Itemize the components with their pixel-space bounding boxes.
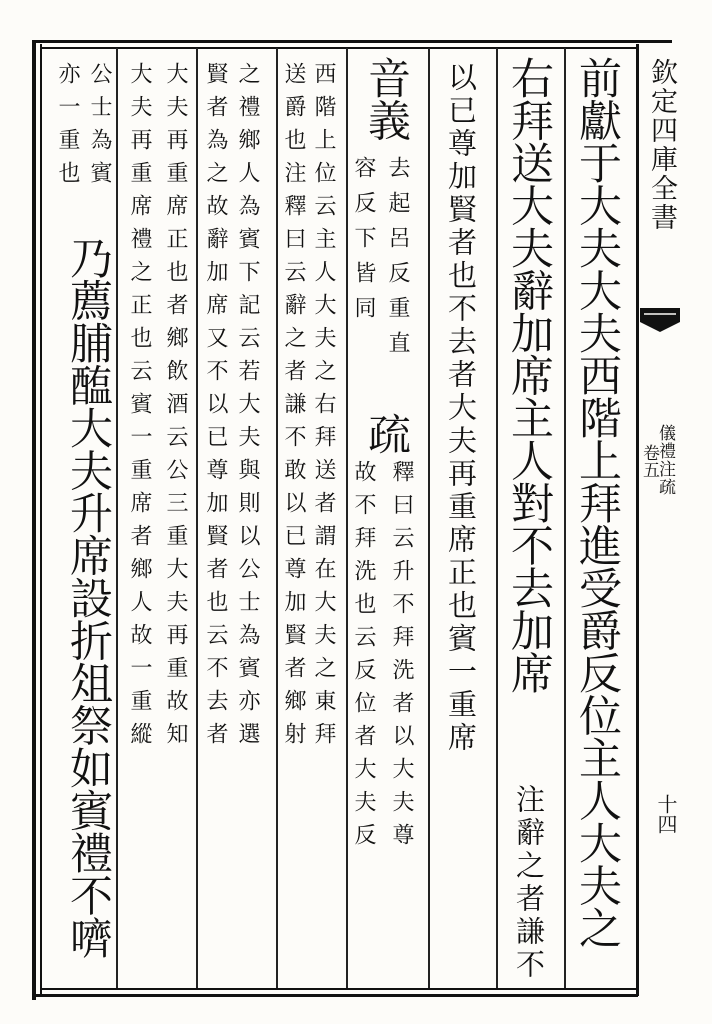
column-divider <box>116 48 118 988</box>
text-column-8-main <box>63 236 113 959</box>
yinyi-heading <box>361 56 411 141</box>
margin-title: 欽定四庫全書 <box>646 58 677 232</box>
column-divider <box>276 48 278 988</box>
border-right <box>636 44 639 996</box>
margin-volume: 卷五 <box>639 444 659 478</box>
column-6-left-text: 賢者為之故辭加席又不以已尊加賢者也云不去者 <box>203 62 228 755</box>
text-column-5-right <box>312 62 334 755</box>
text-column-6-left <box>204 62 226 755</box>
column-divider <box>428 48 430 988</box>
border-top-inner <box>40 47 638 49</box>
border-bottom-inner <box>40 988 638 990</box>
shu-text-right <box>390 460 412 856</box>
yinyi-heading-text: 音義 <box>361 56 411 141</box>
yinyi-gloss-right <box>386 156 408 366</box>
border-top <box>32 40 672 43</box>
text-column-8-left <box>56 62 78 194</box>
margin-book-title: 儀禮注疏 <box>655 424 675 496</box>
column-2-text: 右拜送大夫辭加席主人對不去加席 <box>504 56 554 694</box>
column-5-left-text: 送爵也注釋曰云辭之者謙不敢以已尊加賢者鄉射 <box>281 62 306 755</box>
text-column-2-note <box>512 784 546 982</box>
column-divider <box>346 48 348 988</box>
column-8-right-text: 公士為賓 <box>87 62 112 194</box>
margin-page-number: 十四 <box>654 794 678 834</box>
column-1-text: 前獻于大夫大夫西階上拜進受爵反位主人大夫之 <box>572 56 622 949</box>
shu-text-left-text: 故不拜洗也云反位者大夫反 <box>351 460 376 856</box>
text-column-3 <box>444 62 478 755</box>
border-bottom <box>32 994 638 997</box>
column-3-text: 以已尊加賢者也不去者大夫再重席正也賓一重席 <box>444 62 478 755</box>
yinyi-gloss-left <box>352 156 374 331</box>
shu-text-left <box>352 460 374 856</box>
column-5-right-text: 西階上位云主人大夫之右拜送者謂在大夫之東拜 <box>311 62 336 755</box>
column-divider <box>496 48 498 988</box>
shu-text-right-text: 釋曰云升不拜洗者以大夫尊 <box>389 460 414 856</box>
column-divider <box>564 48 566 988</box>
column-8-left-text: 亦一重也 <box>55 62 80 194</box>
shu-heading <box>361 412 411 455</box>
shu-heading-text: 疏 <box>361 412 411 455</box>
column-divider <box>196 48 198 988</box>
text-column-2 <box>504 56 554 694</box>
text-column-6-right <box>236 62 258 755</box>
border-left <box>32 40 36 1000</box>
text-column-8-right <box>88 62 110 194</box>
yinyi-gloss-right-text: 去起呂反重直 <box>385 156 410 366</box>
text-column-7-right <box>164 62 186 755</box>
column-8-main-text: 乃薦脯醢大夫升席設折俎祭如賓禮不嚌 <box>63 236 113 959</box>
text-column-5-left <box>282 62 304 755</box>
fish-tail-ornament <box>640 300 680 340</box>
column-7-right-text: 大夫再重席正也者鄉飲酒云公三重大夫再重故知 <box>163 62 188 755</box>
column-7-left-text: 大夫再重席禮之正也云賓一重席者鄉人故一重縱 <box>127 62 152 755</box>
column-6-right-text: 之禮鄉人為賓下記云若大夫與則以公士為賓亦選 <box>235 62 260 755</box>
border-left-inner <box>40 44 42 996</box>
text-column-1 <box>572 56 622 949</box>
yinyi-gloss-left-text: 容反下皆同 <box>351 156 376 331</box>
column-2-note-text: 注辭之者謙不 <box>512 784 546 982</box>
text-column-7-left <box>128 62 150 755</box>
